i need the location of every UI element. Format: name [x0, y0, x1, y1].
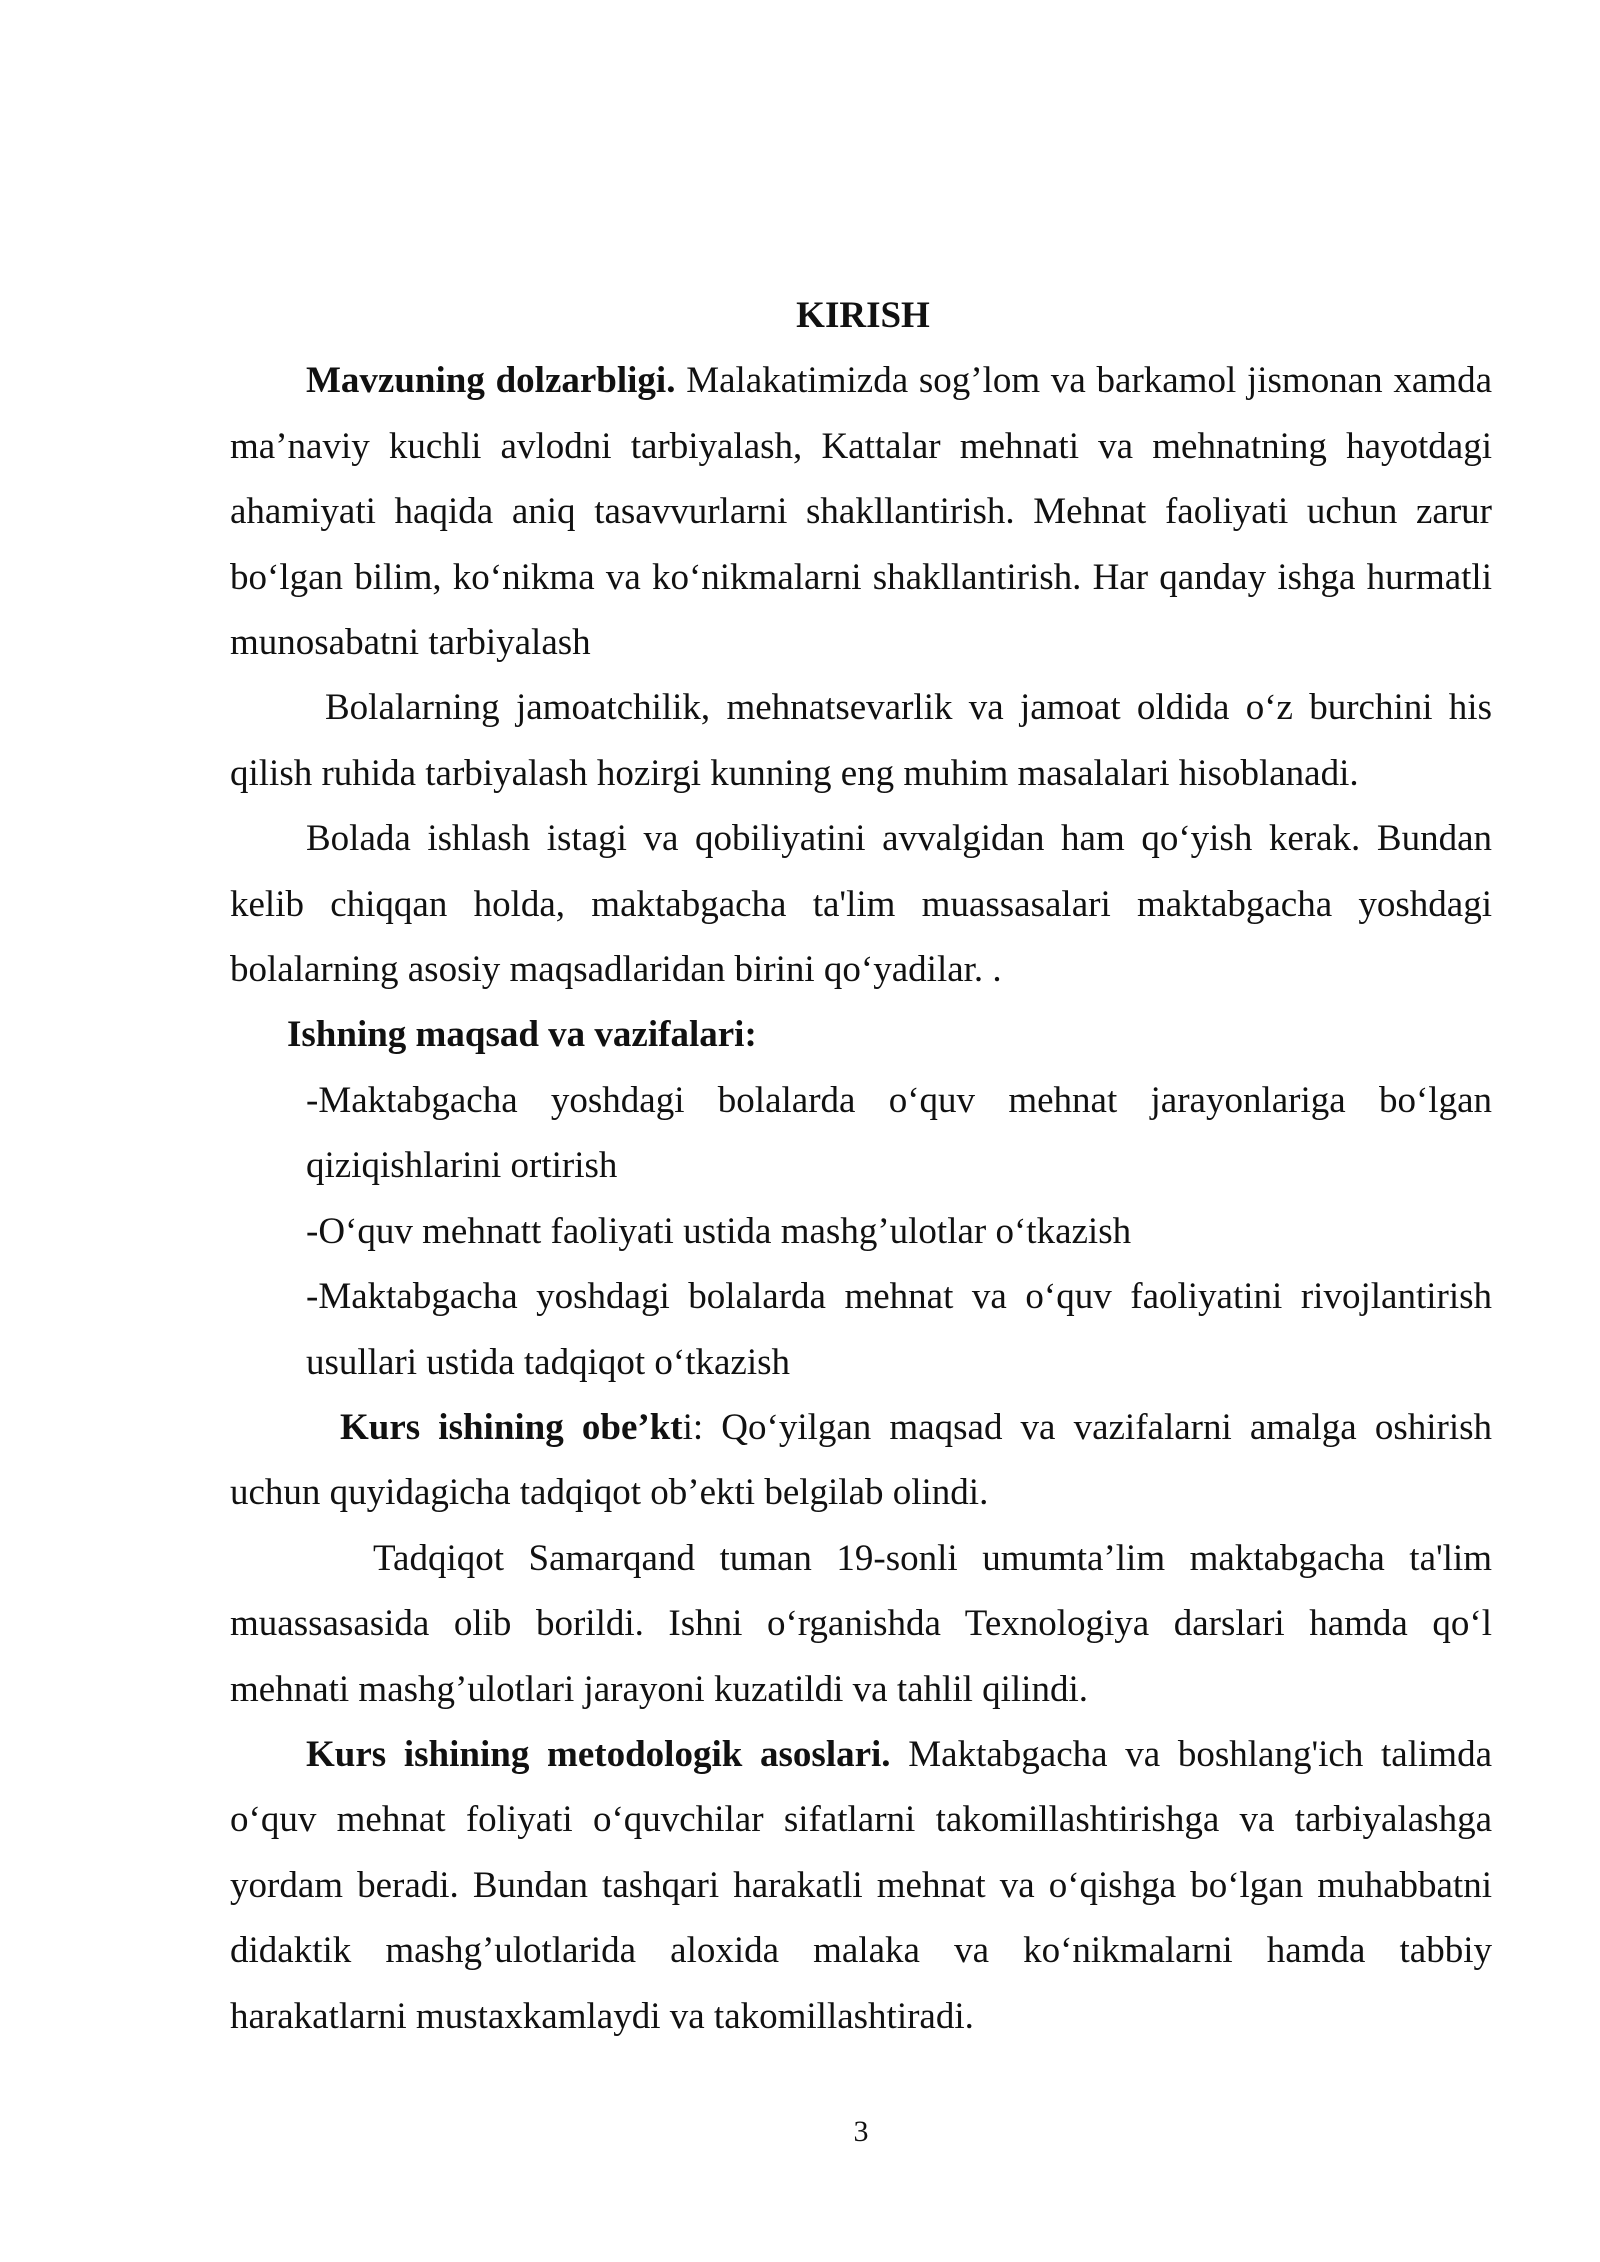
paragraph-object-text: i: Qo‘yilgan maqsad va vazifalarni amalga oshirish uchun quyidagicha tadqiqot ob’ekti belgilab olindi.: [230, 1406, 1492, 1514]
goal-item-2: -O‘quv mehnatt faoliyati ustida mashg’ulotlar o‘tkazish: [306, 1210, 1132, 1252]
paragraph-upbringing: Bolalarning jamoatchilik, mehnatsevarlik va jamoat oldida o‘z burchini his qilish ruhida tarbiyalash hozirgi kunning eng muhim masalalari hisoblanadi.: [230, 687, 1492, 794]
paragraph-research: Tadqiqot Samarqand tuman 19-sonli umumta’lim maktabgacha ta'lim muassasasida olib borildi. Ishni o‘rganishda Texnologiya darslari hamda qo‘l mehnati mashg’ulotlari jarayoni kuzatildi va tahlil qilindi.: [230, 1537, 1492, 1710]
paragraph-object-heading: Kurs ishining obe’kt: [340, 1406, 683, 1448]
goal-item-1: -Maktabgacha yoshdagi bolalarda o‘quv mehnat jarayonlariga bo‘lgan qiziqishlarini ortirish: [306, 1079, 1492, 1187]
paragraph-relevance-text: Malakatimizda sog’lom va barkamol jismonan xamda ma’naviy kuchli avlodni tarbiyalash, Kattalar mehnati va mehnatning hayotdagi ahamiyati haqida aniq tasavvurlarni shakllantirish. Mehnat faoliyati uchun zarur bo‘lgan bilim, ko‘nikma va ko‘nikmalarni shakllantirish. Har qanday ishga hurmatli munosabatni tarbiyalash: [230, 360, 1492, 664]
paragraph-relevance-heading: Mavzuning dolzarbligi.: [306, 360, 676, 402]
goals-heading: [230, 1002, 1492, 1067]
goals-heading-text: Ishning maqsad va vazifalari:: [287, 1014, 757, 1056]
goal-item-3: -Maktabgacha yoshdagi bolalarda mehnat va o‘quv faoliyatini rivojlantirish usullari ustida tadqiqot o‘tkazish: [306, 1276, 1492, 1383]
paragraph-methodology: [230, 1722, 1492, 2049]
paragraph-methodology-heading: Kurs ishining metodologik asoslari.: [306, 1733, 891, 1775]
paragraph-methodology-text: Maktabgacha va boshlang'ich talimda o‘quv mehnat foliyati o‘quvchilar sifatlarni takomillashtirishga va tarbiyalashga yordam beradi. Bundan tashqari harakatli mehnat va o‘qishga bo‘lgan muhabbatni didaktik mashg’ulotlarida aloxida malaka va ko‘nikmalarni hamda tabbiy harakatlarni mustaxkamlaydi va takomillashtiradi.: [230, 1733, 1492, 2037]
paragraph-relevance: [230, 348, 1492, 675]
paragraph-object: [230, 1395, 1492, 1526]
page-title: KIRISH: [796, 295, 930, 336]
document-page: [230, 283, 1492, 2049]
page-number: 3: [853, 2115, 869, 2148]
paragraph-ability: Bolada ishlash istagi va qobiliyatini avvalgidan ham qo‘yish kerak. Bundan kelib chiqqan holda, maktabgacha ta'lim muassasalari maktabgacha yoshdagi bolalarning asosiy maqsadlaridan birini qo‘yadilar. .: [230, 818, 1492, 991]
